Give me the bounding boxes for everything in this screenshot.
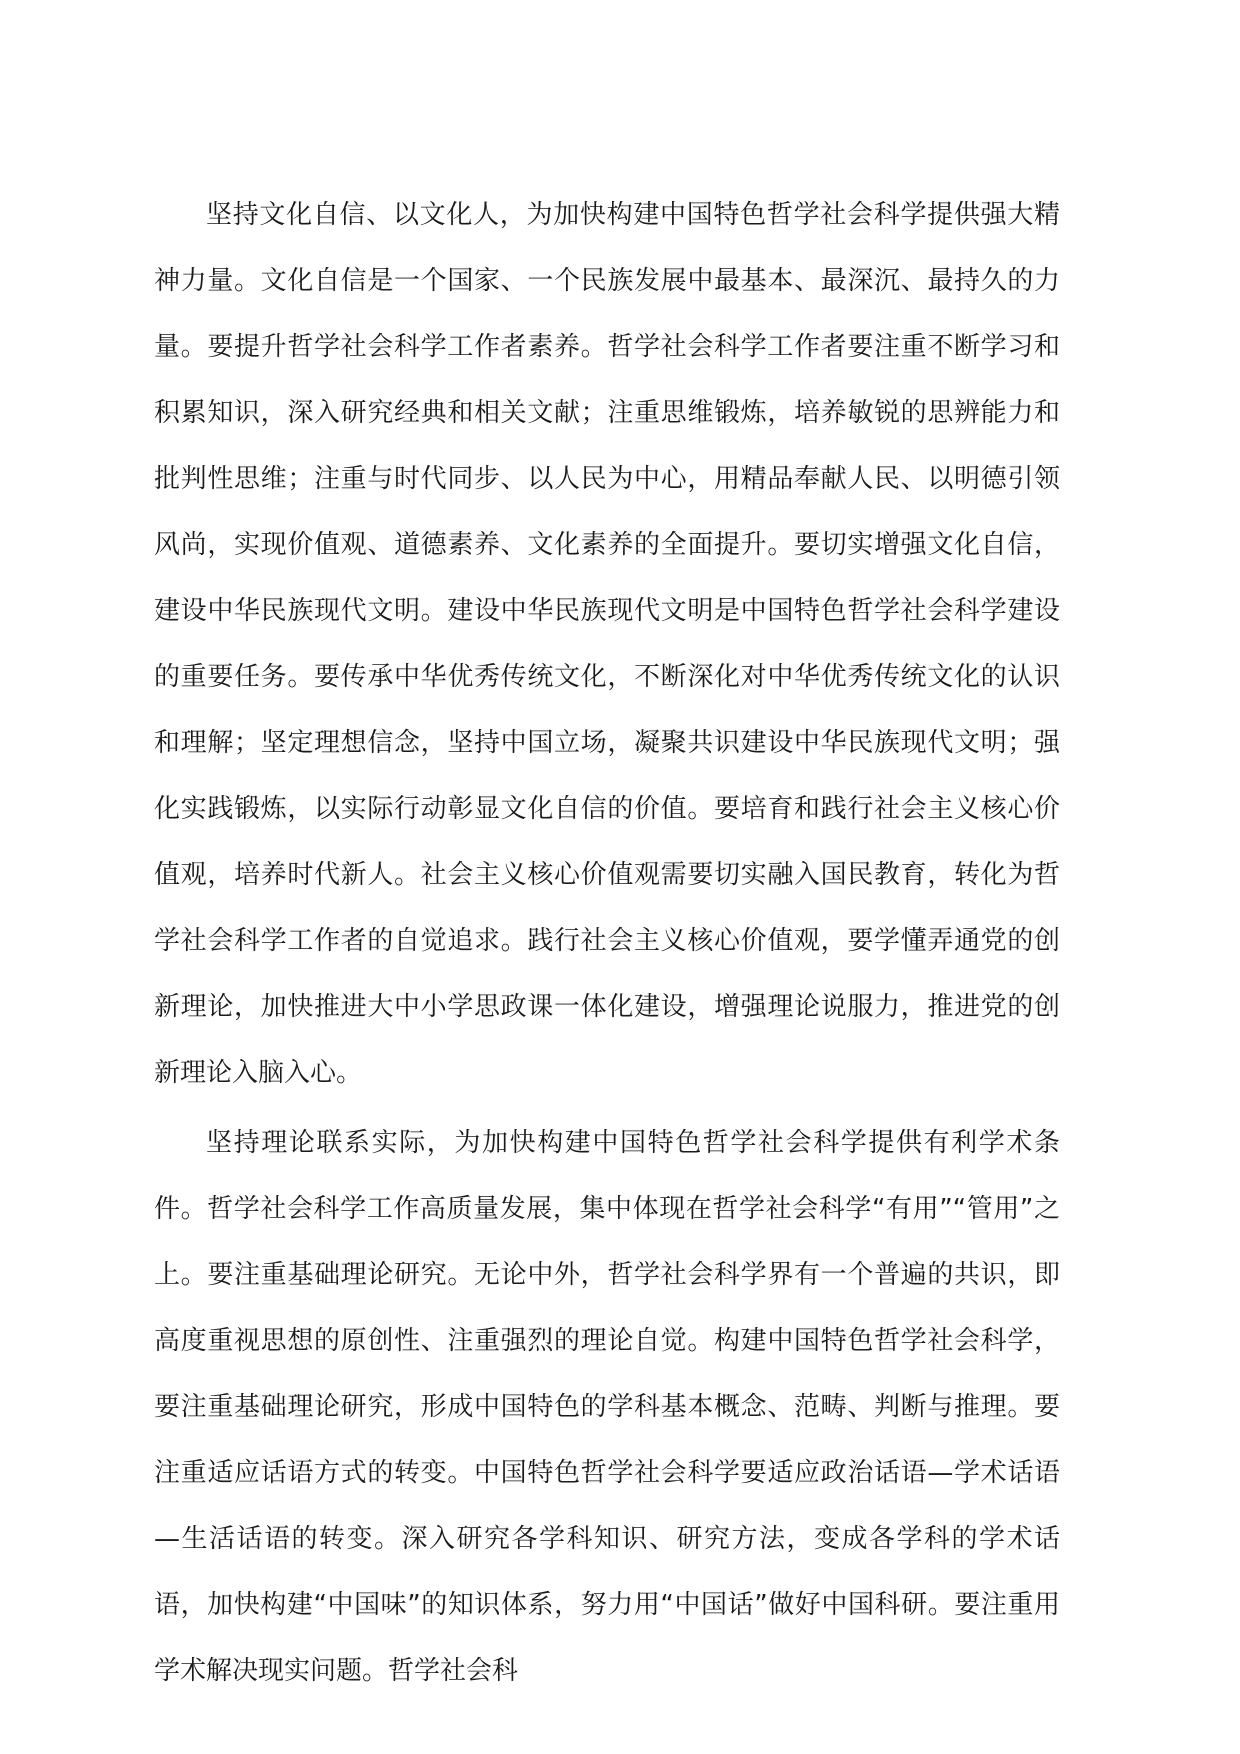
paragraph-theory-practice: 坚持理论联系实际，为加快构建中国特色哲学社会科学提供有利学术条件。哲学社会科学工作高质量发展，集中体现在哲学社会科学“有用”“管用”之上。要注重基础理论研究。无论中外，哲学社会科学界有一个普遍的共识，即高度重视思想的原创性、注重强烈的理论自觉。构建中国特色哲学社会科学，要注重基础理论研究，形成中国特色的学科基本概念、范畴、判断与推理。要注重适应话语方式的转变。中国特色哲学社会科学要适应政治话语—学术话语—生活话语的转变。深入研究各学科知识、研究方法，变成各学科的学术话语，加快构建“中国味”的知识体系，努力用“中国话”做好中国科研。要注重用学术解决现实问题。哲学社会科 [154, 1128, 1060, 1686]
document-body [154, 182, 1060, 1704]
paragraph-cultural-confidence: 坚持文化自信、以文化人，为加快构建中国特色哲学社会科学提供强大精神力量。文化自信是一个国家、一个民族发展中最基本、最深沉、最持久的力量。要提升哲学社会科学工作者素养。哲学社会科学工作者要注重不断学习和积累知识，深入研究经典和相关文献；注重思维锻炼，培养敏锐的思辨能力和批判性思维；注重与时代同步、以人民为中心，用精品奉献人民、以明德引领风尚，实现价值观、道德素养、文化素养的全面提升。要切实增强文化自信，建设中华民族现代文明。建设中华民族现代文明是中国特色哲学社会科学建设的重要任务。要传承中华优秀传统文化，不断深化对中华优秀传统文化的认识和理解；坚定理想信念，坚持中国立场，凝聚共识建设中华民族现代文明；强化实践锻炼，以实际行动彰显文化自信的价值。要培育和践行社会主义核心价值观，培养时代新人。社会主义核心价值观需要切实融入国民教育，转化为哲学社会科学工作者的自觉追求。践行社会主义核心价值观，要学懂弄通党的创新理论，加快推进大中小学思政课一体化建设，增强理论说服力，推进党的创新理论入脑入心。 [154, 200, 1060, 1088]
